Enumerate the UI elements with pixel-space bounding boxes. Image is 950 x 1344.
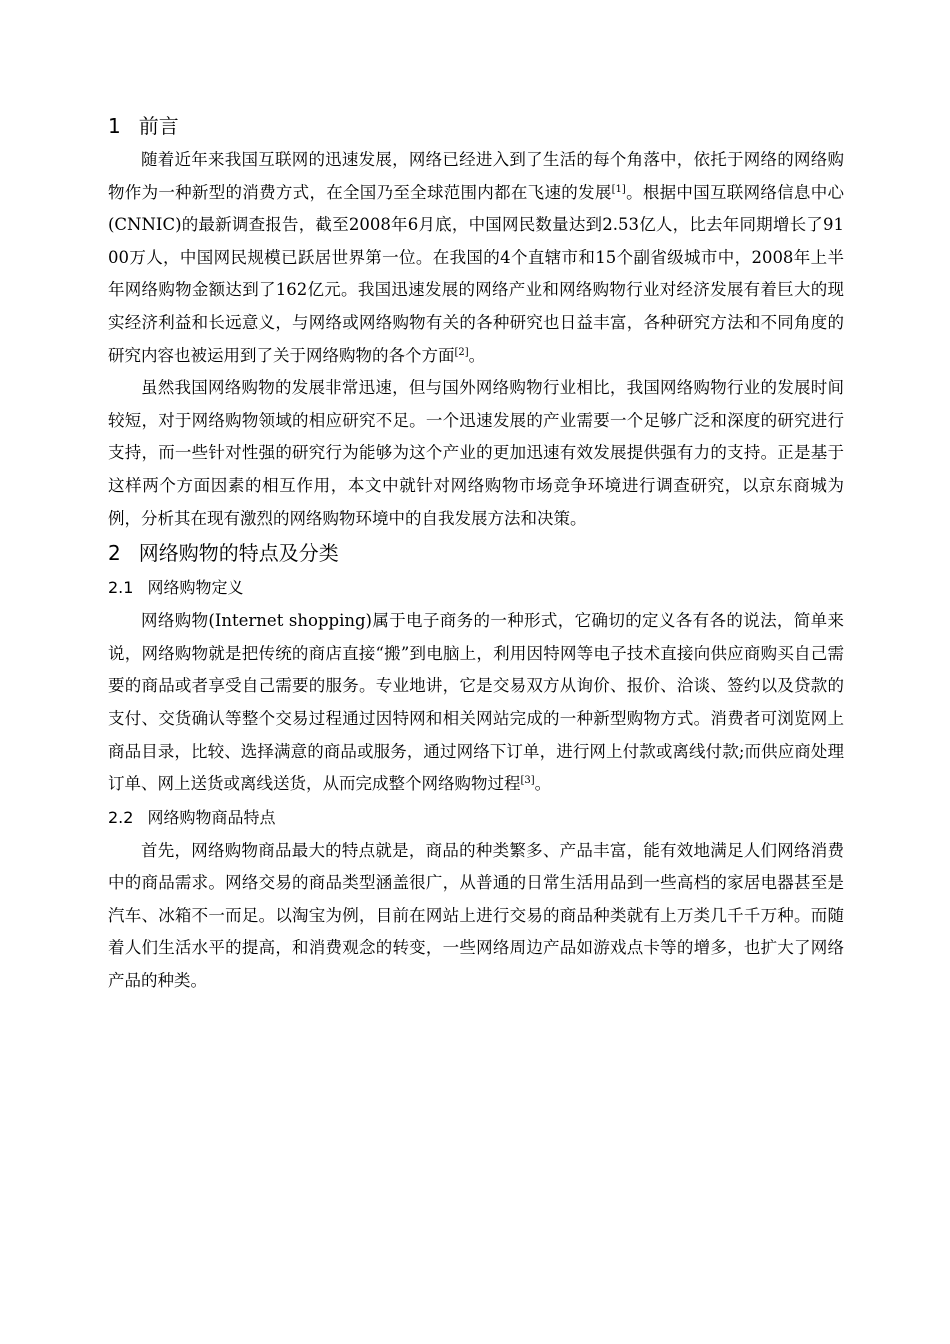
text-run: 随着近年来我国互联网的迅速发展，网络已经进入到了生活的每个角落中，依托于网络的网络购物作为一种新型的消费方式，在全国乃至全球范围内都在飞速的发展 [108,150,844,202]
subsection-2-1-heading [108,571,844,605]
paragraph [108,835,844,998]
subsection-number: 2.1 [108,578,134,598]
text-run: 首先，网络购物商品最大的特点就是，商品的种类繁多、产品丰富，能有效地满足人们网络消费中的商品需求。网络交易的商品类型涵盖很广，从普通的日常生活用品到一些高档的家居电器甚至是汽车、冰箱不一而足。以淘宝为例，目前在网站上进行交易的商品种类就有上万类几千千万种。而随着人们生活水平的提高，和消费观念的转变，一些网络周边产品如游戏点卡等的增多，也扩大了网络产品的种类。 [108,840,844,991]
citation: [3] [520,775,535,787]
text-run: 。根据中国互联网络信息中心(CNNIC)的最新调查报告，截至2008年6月底，中国网民数量达到2.53亿人，比去年同期增长了9100万人，中国网民规模已跃居世界第一位。在我国的4个直辖市和15个副省级城市中，2008年上半年网络购物金额达到了162亿元。我国迅速发展的网络产业和网络购物行业对经济发展有着巨大的现实经济利益和长远意义，与网络或网络购物有关的各种研究也日益丰富，各种研究方法和不同角度的研究内容也被运用到了关于网络购物的各个方面 [108,182,845,365]
paragraph [108,372,844,535]
subsection-number: 2.2 [108,807,134,827]
subsection-title: 网络购物定义 [147,578,244,598]
paragraph [108,144,844,372]
section-title: 网络购物的特点及分类 [138,541,339,566]
section-number: 1 [108,114,121,138]
citation: [1] [611,183,626,195]
paragraph [108,605,844,801]
subsection-title: 网络购物商品特点 [147,807,276,827]
section-title: 前言 [138,114,179,138]
text-run: 网络购物(Internet shopping)属于电子商务的一种形式，它确切的定义各有各的说法，简单来说，网络购物就是把传统的商店直接“搬”到电脑上，利用因特网等电子技术直接向供应商购买自己需要的商品或者享受自己需要的服务。专业地讲，它是交易双方从询价、报价、洽谈、签约以及贷款的支付、交货确认等整个交易过程通过因特网和相关网站完成的一种新型购物方式。消费者可浏览网上商品目录，比较、选择满意的商品或服务，通过网络下订单，进行网上付款或离线付款;而供应商处理订单、网上送货或离线送货，从而完成整个网络购物过程 [108,611,844,794]
text-run: 。 [534,774,552,794]
section-number: 2 [108,541,121,566]
document-page [108,108,844,998]
subsection-2-2-heading [108,801,844,835]
citation: [2] [454,346,469,358]
text-run: 虽然我国网络购物的发展非常迅速，但与国外网络购物行业相比，我国网络购物行业的发展时间较短，对于网络购物领域的相应研究不足。一个迅速发展的产业需要一个足够广泛和深度的研究进行支持，而一些针对性强的研究行为能够为这个产业的更加迅速有效发展提供强有力的支持。正是基于这样两个方面因素的相互作用，本文中就针对网络购物市场竞争环境进行调查研究，以京东商城为例，分析其在现有激烈的网络购物环境中的自我发展方法和决策。 [108,378,844,528]
section-1-heading [108,108,844,144]
section-2-heading [108,535,844,571]
text-run: 。 [468,345,486,365]
